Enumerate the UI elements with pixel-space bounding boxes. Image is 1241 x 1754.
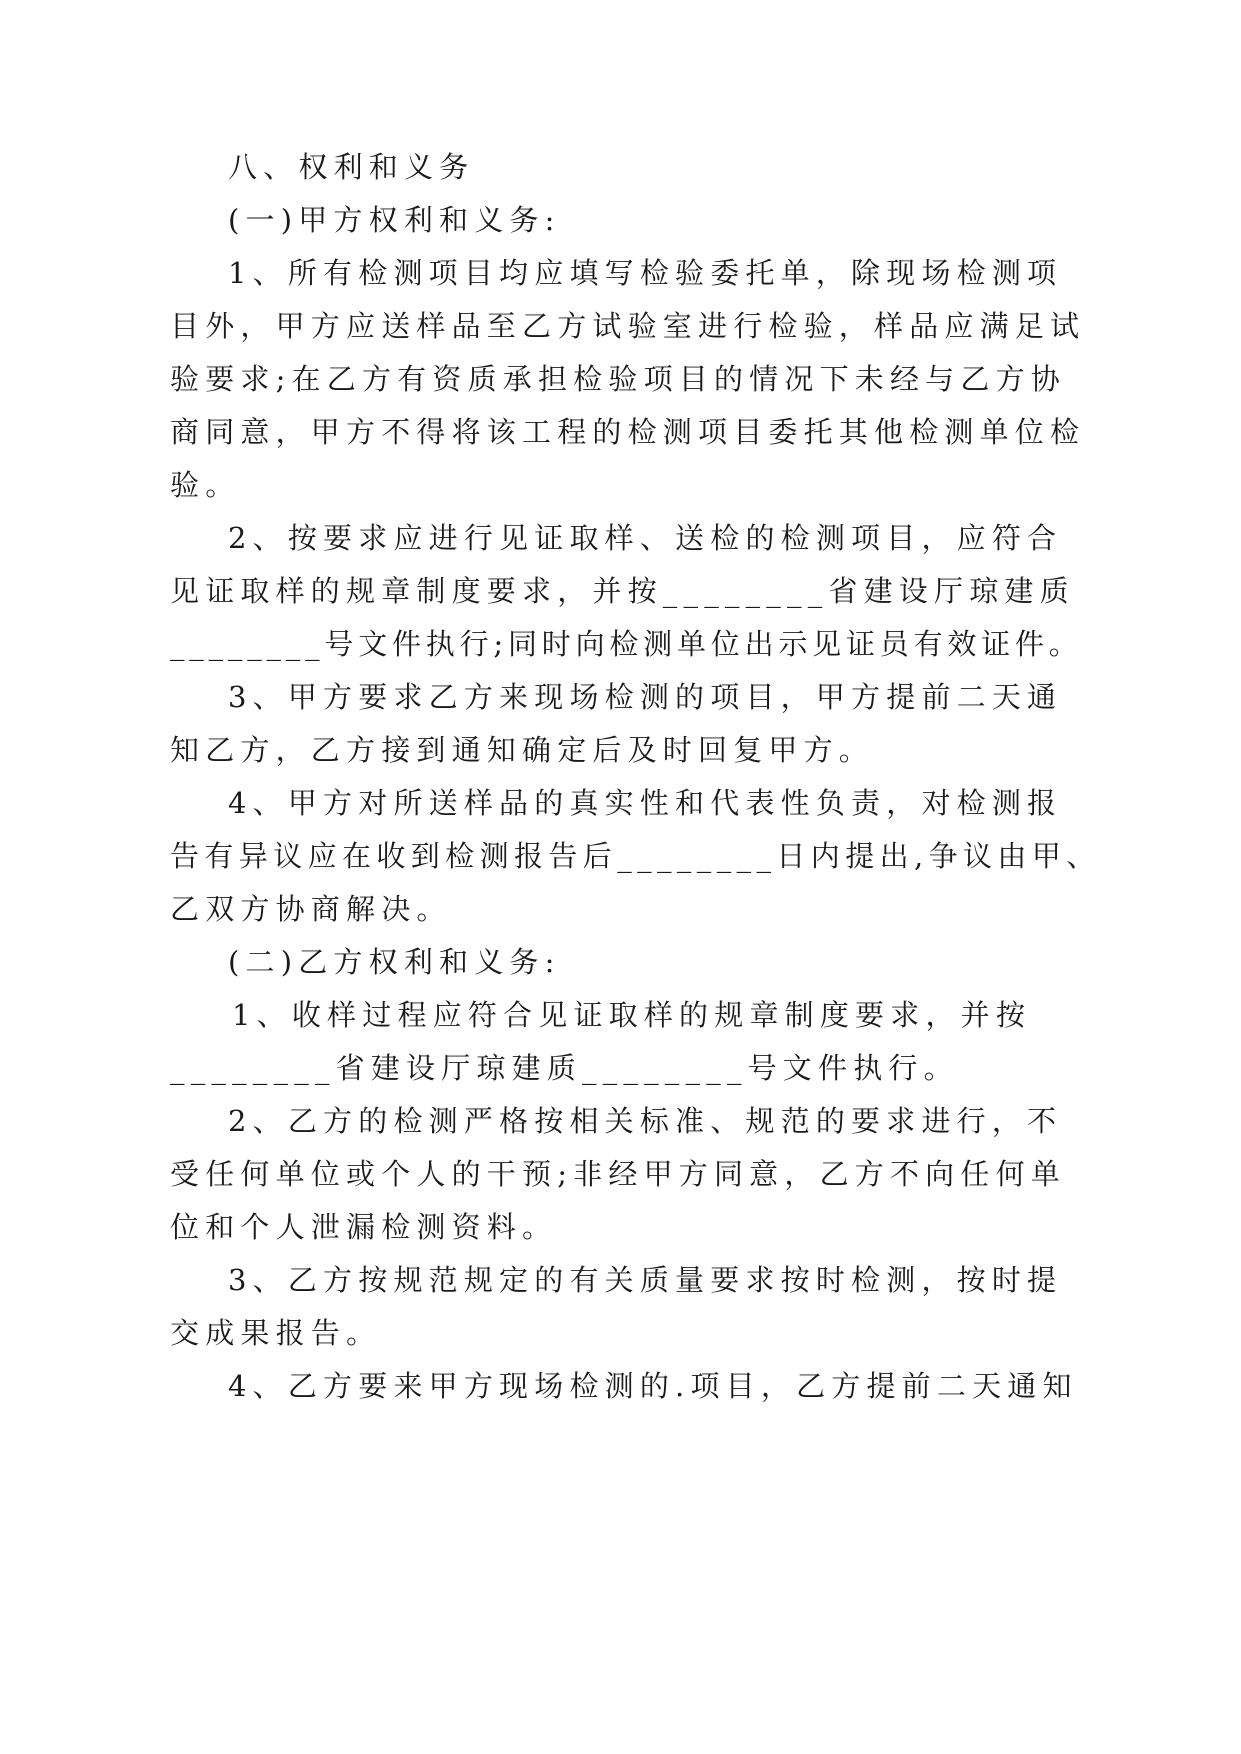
paragraph-line: ________省建设厅琼建质________号文件执行。 xyxy=(170,1051,959,1085)
paragraph-line: 知乙方，乙方接到通知确定后及时回复甲方。 xyxy=(170,733,875,767)
paragraph-line: 乙双方协商解决。 xyxy=(170,892,452,926)
paragraph-line: 2、按要求应进行见证取样、送检的检测项目，应符合 xyxy=(228,521,1063,555)
paragraph-line: 目外，甲方应送样品至乙方试验室进行检验，样品应满足试 xyxy=(170,309,1086,343)
paragraph-line: 见证取样的规章制度要求，并按________省建设厅琼建质 xyxy=(170,574,1075,608)
section-heading: 八、权利和义务 xyxy=(228,150,475,184)
paragraph-line: 告有异议应在收到检测报告后________日内提出,争议由甲、 xyxy=(170,839,1101,873)
paragraph-line: 4、甲方对所送样品的真实性和代表性负责，对检测报 xyxy=(228,786,1063,820)
paragraph-line: 2、乙方的检测严格按相关标准、规范的要求进行，不 xyxy=(228,1104,1063,1138)
paragraph-line: 验。 xyxy=(170,468,241,502)
subsection-heading: (一)甲方权利和义务: xyxy=(228,203,561,237)
paragraph-line: 交成果报告。 xyxy=(170,1316,382,1350)
paragraph-line: 3、甲方要求乙方来现场检测的项目，甲方提前二天通 xyxy=(228,680,1063,714)
paragraph-line: 1、所有检测项目均应填写检验委托单，除现场检测项 xyxy=(228,256,1063,290)
paragraph-line: 商同意，甲方不得将该工程的检测项目委托其他检测单位检 xyxy=(170,415,1086,449)
paragraph-line: 受任何单位或个人的干预;非经甲方同意，乙方不向任何单 xyxy=(170,1157,1066,1191)
paragraph-line: ________号文件执行;同时向检测单位出示见证员有效证件。 xyxy=(170,627,1083,661)
paragraph-line: 1、收样过程应符合见证取样的规章制度要求，并按 xyxy=(232,998,1032,1032)
paragraph-line: 4、乙方要来甲方现场检测的.项目，乙方提前二天通知 xyxy=(228,1369,1078,1403)
subsection-heading: (二)乙方权利和义务: xyxy=(228,945,561,979)
paragraph-line: 验要求;在乙方有资质承担检验项目的情况下未经与乙方协 xyxy=(170,362,1066,396)
paragraph-line: 3、乙方按规范规定的有关质量要求按时检测，按时提 xyxy=(228,1263,1063,1297)
paragraph-line: 位和个人泄漏检测资料。 xyxy=(170,1210,558,1244)
